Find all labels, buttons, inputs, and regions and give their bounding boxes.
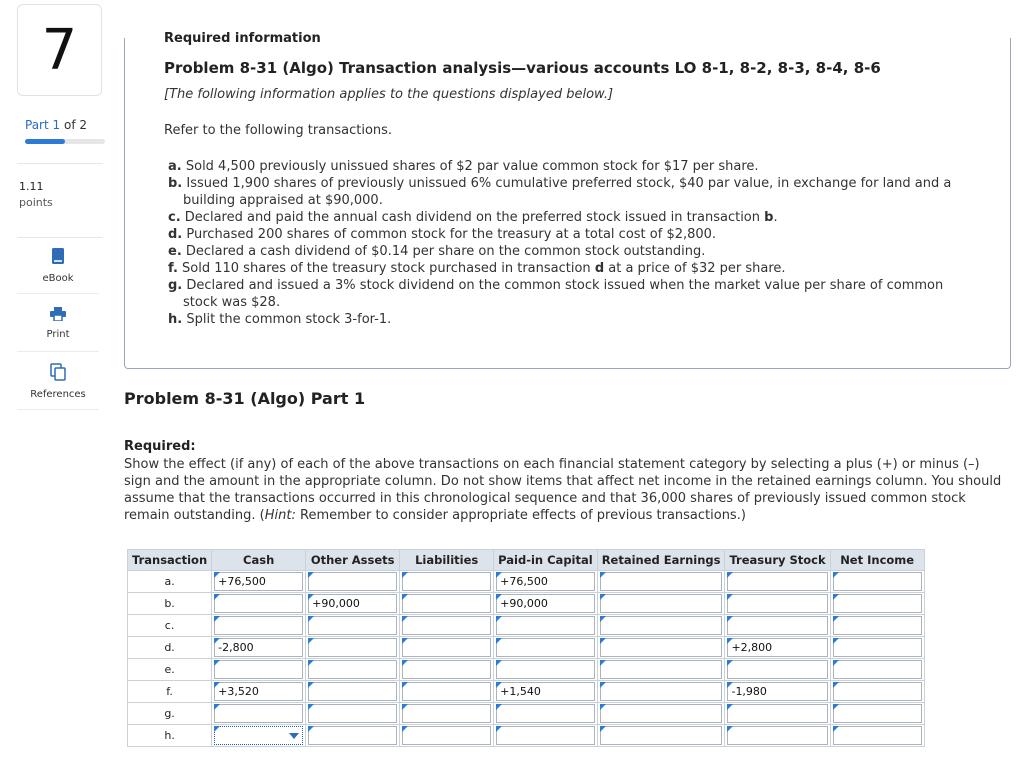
input-marker-icon xyxy=(833,616,839,622)
cell-value: -2,800 xyxy=(218,641,254,654)
required-heading: Required: xyxy=(124,439,196,454)
table-cell xyxy=(306,681,400,703)
item-ref: d xyxy=(594,261,605,276)
input-marker-icon xyxy=(833,704,839,710)
input-marker-icon xyxy=(600,572,606,578)
input-marker-icon xyxy=(496,660,502,666)
item-text: Issued 1,900 shares of previously unissued 6% cumulative preferred stock, $40 par value, in exchange for land and a building appraised at $90,000. xyxy=(183,176,952,208)
list-item xyxy=(168,311,968,328)
item-text: Declared a cash dividend of $0.14 per share on the common stock outstanding. xyxy=(185,244,706,259)
input-marker-icon xyxy=(600,704,606,710)
table-cell xyxy=(597,637,725,659)
input-marker-icon xyxy=(727,704,733,710)
liabilities-input[interactable] xyxy=(402,682,491,701)
points-value: 1.11 xyxy=(19,180,44,193)
paid-in-capital-input[interactable] xyxy=(496,594,595,613)
table-cell xyxy=(597,571,725,593)
treasury-stock-input[interactable] xyxy=(727,726,827,745)
answer-table xyxy=(127,549,925,747)
retained-earnings-input[interactable] xyxy=(600,638,723,657)
item-text: Purchased 200 shares of common stock for the treasury at a total cost of $2,800. xyxy=(186,227,717,242)
liabilities-input[interactable] xyxy=(402,726,491,745)
table-cell xyxy=(494,681,598,703)
input-marker-icon xyxy=(308,660,314,666)
part-heading: Problem 8-31 (Algo) Part 1 xyxy=(124,389,366,408)
table-cell xyxy=(306,637,400,659)
table-row xyxy=(128,637,925,659)
list-item xyxy=(168,209,968,226)
table-cell xyxy=(400,703,494,725)
transaction-label: d. xyxy=(128,637,212,659)
table-cell xyxy=(306,593,400,615)
input-marker-icon xyxy=(402,594,408,600)
liabilities-input[interactable] xyxy=(402,572,491,591)
table-cell xyxy=(494,615,598,637)
table-cell xyxy=(494,571,598,593)
table-row xyxy=(128,703,925,725)
required-information-heading: Required information xyxy=(164,31,321,46)
cell-value: +3,520 xyxy=(218,685,259,698)
table-cell xyxy=(830,615,924,637)
liabilities-input[interactable] xyxy=(402,660,491,679)
other-assets-input[interactable] xyxy=(308,726,397,745)
input-marker-icon xyxy=(496,726,502,732)
input-marker-icon xyxy=(496,594,502,600)
input-marker-icon xyxy=(402,704,408,710)
retained-earnings-input[interactable] xyxy=(600,726,723,745)
table-cell xyxy=(306,615,400,637)
table-cell xyxy=(725,703,830,725)
item-text: Split the common stock 3-for-1. xyxy=(186,312,392,327)
table-cell xyxy=(400,593,494,615)
points-label: points xyxy=(19,196,53,209)
input-marker-icon xyxy=(727,638,733,644)
transaction-label: b. xyxy=(128,593,212,615)
input-marker-icon xyxy=(308,594,314,600)
table-row xyxy=(128,615,925,637)
table-cell xyxy=(400,571,494,593)
print-label: Print xyxy=(46,329,70,340)
table-cell xyxy=(400,725,494,747)
cell-value: +90,000 xyxy=(312,597,360,610)
table-cell xyxy=(212,637,306,659)
item-letter: d. xyxy=(168,227,183,242)
input-marker-icon xyxy=(214,704,220,710)
table-cell xyxy=(725,681,830,703)
table-cell xyxy=(597,593,725,615)
item-tail: . xyxy=(773,210,778,225)
required-instructions xyxy=(124,456,1009,524)
input-marker-icon xyxy=(214,594,220,600)
cell-value: +76,500 xyxy=(500,575,548,588)
ebook-button[interactable] xyxy=(17,238,99,294)
treasury-stock-input[interactable] xyxy=(727,682,827,701)
question-number: 7 xyxy=(17,4,102,96)
input-marker-icon xyxy=(496,616,502,622)
instructions-text: Show the effect (if any) of each of the above transactions on each financial statement category by selecting a plus (+) or minus (–) sign and the amount in the appropriate column. Do not show items that affect net income in the retained earnings column. You should assume that the transactions occurred in this chronological sequence and that 36,000 shares of previously issued common stock remain outstanding. xyxy=(124,457,1002,523)
hint-label: Hint: xyxy=(264,508,296,523)
table-cell xyxy=(494,703,598,725)
problem-title: Problem 8-31 (Algo) Transaction analysis—various accounts LO 8-1, 8-2, 8-3, 8-4, 8-6 xyxy=(164,59,881,77)
printer-icon xyxy=(50,307,66,324)
input-marker-icon xyxy=(308,572,314,578)
treasury-stock-input[interactable] xyxy=(727,616,827,635)
input-marker-icon xyxy=(600,638,606,644)
col-header-retained-earnings: Retained Earnings xyxy=(597,550,725,571)
input-marker-icon xyxy=(727,594,733,600)
cell-value: -1,980 xyxy=(731,685,767,698)
paid-in-capital-input[interactable] xyxy=(496,726,595,745)
col-header-net-income: Net Income xyxy=(830,550,924,571)
input-marker-icon xyxy=(214,726,220,732)
input-marker-icon xyxy=(833,594,839,600)
input-marker-icon xyxy=(600,616,606,622)
input-marker-icon xyxy=(308,726,314,732)
transaction-label: f. xyxy=(128,681,212,703)
table-cell xyxy=(725,659,830,681)
input-marker-icon xyxy=(402,682,408,688)
divider xyxy=(17,163,103,164)
hint-text: Remember to consider appropriate effects of previous transactions.) xyxy=(300,508,746,523)
table-cell xyxy=(400,637,494,659)
liabilities-input[interactable] xyxy=(402,638,491,657)
retained-earnings-input[interactable] xyxy=(600,572,723,591)
retained-earnings-input[interactable] xyxy=(600,594,723,613)
transaction-list xyxy=(168,158,968,328)
item-tail: at a price of $32 per share. xyxy=(608,261,786,276)
list-item xyxy=(168,158,968,175)
input-marker-icon xyxy=(600,682,606,688)
table-cell xyxy=(830,637,924,659)
cash-input[interactable] xyxy=(214,616,303,635)
list-item xyxy=(168,260,968,277)
net-income-input[interactable] xyxy=(833,704,922,723)
cash-input[interactable] xyxy=(214,704,303,723)
col-header-treasury-stock: Treasury Stock xyxy=(725,550,830,571)
references-button[interactable] xyxy=(17,354,99,410)
input-marker-icon xyxy=(833,638,839,644)
part-prefix: Part xyxy=(25,118,49,132)
transaction-label: g. xyxy=(128,703,212,725)
table-cell xyxy=(306,571,400,593)
list-item xyxy=(168,226,968,243)
liabilities-input[interactable] xyxy=(402,594,491,613)
input-marker-icon xyxy=(727,660,733,666)
table-cell xyxy=(830,659,924,681)
ebook-label: eBook xyxy=(42,273,74,284)
table-row xyxy=(128,725,925,747)
cell-value: +76,500 xyxy=(218,575,266,588)
col-header-cash: Cash xyxy=(212,550,306,571)
documents-icon xyxy=(50,363,66,384)
table-cell xyxy=(306,659,400,681)
part-indicator xyxy=(25,118,87,132)
part-current: 1 xyxy=(52,118,61,132)
other-assets-input[interactable] xyxy=(308,704,397,723)
input-marker-icon xyxy=(402,572,408,578)
table-cell xyxy=(400,615,494,637)
input-marker-icon xyxy=(308,704,314,710)
col-header-transaction: Transaction xyxy=(128,550,212,571)
table-cell xyxy=(212,703,306,725)
cell-value: +90,000 xyxy=(500,597,548,610)
table-cell xyxy=(212,615,306,637)
col-header-liabilities: Liabilities xyxy=(400,550,494,571)
other-assets-input[interactable] xyxy=(308,572,397,591)
input-marker-icon xyxy=(214,616,220,622)
input-marker-icon xyxy=(600,660,606,666)
item-letter: e. xyxy=(168,244,182,259)
input-marker-icon xyxy=(402,660,408,666)
part-progress-bar xyxy=(25,139,105,144)
table-cell xyxy=(494,637,598,659)
cash-input[interactable] xyxy=(214,682,303,701)
item-letter: c. xyxy=(168,210,181,225)
liabilities-input[interactable] xyxy=(402,616,491,635)
item-ref: b xyxy=(764,210,774,225)
col-header-paid-in-capital: Paid-in Capital xyxy=(494,550,598,571)
item-letter: f. xyxy=(168,261,178,276)
transaction-label: c. xyxy=(128,615,212,637)
other-assets-input[interactable] xyxy=(308,616,397,635)
refer-text: Refer to the following transactions. xyxy=(164,123,393,138)
paid-in-capital-input[interactable] xyxy=(496,638,595,657)
cash-input[interactable] xyxy=(214,572,303,591)
input-marker-icon xyxy=(727,572,733,578)
cell-value: +1,540 xyxy=(500,685,541,698)
table-cell xyxy=(597,615,725,637)
input-marker-icon xyxy=(308,682,314,688)
input-marker-icon xyxy=(833,572,839,578)
treasury-stock-input[interactable] xyxy=(727,638,827,657)
net-income-input[interactable] xyxy=(833,616,922,635)
table-cell xyxy=(830,593,924,615)
input-marker-icon xyxy=(496,682,502,688)
table-cell xyxy=(494,659,598,681)
other-assets-input[interactable] xyxy=(308,638,397,657)
retained-earnings-input[interactable] xyxy=(600,704,723,723)
item-letter: a. xyxy=(168,159,182,174)
input-marker-icon xyxy=(214,572,220,578)
net-income-input[interactable] xyxy=(833,572,922,591)
chevron-down-icon[interactable] xyxy=(289,733,299,739)
table-cell xyxy=(830,725,924,747)
applies-note: [The following information applies to the questions displayed below.] xyxy=(164,87,614,102)
input-marker-icon xyxy=(600,726,606,732)
input-marker-icon xyxy=(308,616,314,622)
book-icon xyxy=(51,247,65,268)
treasury-stock-input[interactable] xyxy=(727,594,827,613)
table-cell xyxy=(597,703,725,725)
table-header-row xyxy=(128,550,925,571)
table-cell xyxy=(212,725,306,747)
paid-in-capital-input[interactable] xyxy=(496,616,595,635)
table-cell xyxy=(494,725,598,747)
table-row xyxy=(128,571,925,593)
item-letter: h. xyxy=(168,312,183,327)
input-marker-icon xyxy=(833,682,839,688)
table-cell xyxy=(597,681,725,703)
part-progress-fill xyxy=(25,139,65,144)
treasury-stock-input[interactable] xyxy=(727,572,827,591)
cash-input[interactable] xyxy=(214,594,303,613)
item-text: Declared and issued a 3% stock dividend on the common stock issued when the market value per share of common stock was $28. xyxy=(183,278,944,310)
paid-in-capital-input[interactable] xyxy=(496,660,595,679)
table-cell xyxy=(306,703,400,725)
item-text: Sold 4,500 previously unissued shares of $2 par value common stock for $17 per share. xyxy=(185,159,759,174)
col-header-other-assets: Other Assets xyxy=(306,550,400,571)
input-marker-icon xyxy=(496,572,502,578)
transaction-label: e. xyxy=(128,659,212,681)
list-item xyxy=(168,175,968,209)
net-income-input[interactable] xyxy=(833,682,922,701)
other-assets-input[interactable] xyxy=(308,594,397,613)
input-marker-icon xyxy=(402,726,408,732)
liabilities-input[interactable] xyxy=(402,704,491,723)
input-marker-icon xyxy=(833,726,839,732)
table-cell xyxy=(494,593,598,615)
retained-earnings-input[interactable] xyxy=(600,616,723,635)
retained-earnings-input[interactable] xyxy=(600,660,723,679)
paid-in-capital-input[interactable] xyxy=(496,682,595,701)
input-marker-icon xyxy=(727,726,733,732)
table-cell xyxy=(400,659,494,681)
net-income-input[interactable] xyxy=(833,594,922,613)
table-cell xyxy=(725,571,830,593)
input-marker-icon xyxy=(833,660,839,666)
input-marker-icon xyxy=(727,682,733,688)
input-marker-icon xyxy=(727,616,733,622)
input-marker-icon xyxy=(214,660,220,666)
other-assets-input[interactable] xyxy=(308,660,397,679)
table-cell xyxy=(725,637,830,659)
table-cell xyxy=(212,571,306,593)
input-marker-icon xyxy=(496,638,502,644)
input-marker-icon xyxy=(402,638,408,644)
input-marker-icon xyxy=(214,638,220,644)
item-text: Declared and paid the annual cash dividend on the preferred stock issued in transaction xyxy=(184,210,761,225)
paid-in-capital-input[interactable] xyxy=(496,704,595,723)
item-letter: g. xyxy=(168,278,183,293)
table-cell xyxy=(212,659,306,681)
paid-in-capital-input[interactable] xyxy=(496,572,595,591)
treasury-stock-input[interactable] xyxy=(727,660,827,679)
table-cell xyxy=(725,593,830,615)
transaction-label: h. xyxy=(128,725,212,747)
input-marker-icon xyxy=(402,616,408,622)
table-cell xyxy=(306,725,400,747)
table-cell xyxy=(212,681,306,703)
other-assets-input[interactable] xyxy=(308,682,397,701)
hint-open: ( xyxy=(259,508,265,523)
table-cell xyxy=(725,725,830,747)
table-cell xyxy=(212,593,306,615)
net-income-input[interactable] xyxy=(833,638,922,657)
part-of: of 2 xyxy=(64,118,88,132)
transaction-label: a. xyxy=(128,571,212,593)
item-letter: b. xyxy=(168,176,183,191)
table-row xyxy=(128,681,925,703)
table-cell xyxy=(400,681,494,703)
input-marker-icon xyxy=(600,594,606,600)
table-cell xyxy=(597,725,725,747)
item-text: Sold 110 shares of the treasury stock purchased in transaction xyxy=(182,261,591,276)
net-income-input[interactable] xyxy=(833,726,922,745)
table-cell xyxy=(725,615,830,637)
cash-input[interactable] xyxy=(214,660,303,679)
cash-input[interactable] xyxy=(214,726,303,745)
input-marker-icon xyxy=(308,638,314,644)
net-income-input[interactable] xyxy=(833,660,922,679)
list-item xyxy=(168,243,968,260)
table-cell xyxy=(597,659,725,681)
cash-input[interactable] xyxy=(214,638,303,657)
retained-earnings-input[interactable] xyxy=(600,682,723,701)
table-cell xyxy=(830,681,924,703)
list-item xyxy=(168,277,968,311)
table-row xyxy=(128,593,925,615)
table-row xyxy=(128,659,925,681)
references-label: References xyxy=(30,389,86,400)
cell-value: +2,800 xyxy=(731,641,773,654)
input-marker-icon xyxy=(496,704,502,710)
print-button[interactable] xyxy=(17,296,99,352)
table-cell xyxy=(830,571,924,593)
treasury-stock-input[interactable] xyxy=(727,704,827,723)
table-cell xyxy=(830,703,924,725)
input-marker-icon xyxy=(214,682,220,688)
